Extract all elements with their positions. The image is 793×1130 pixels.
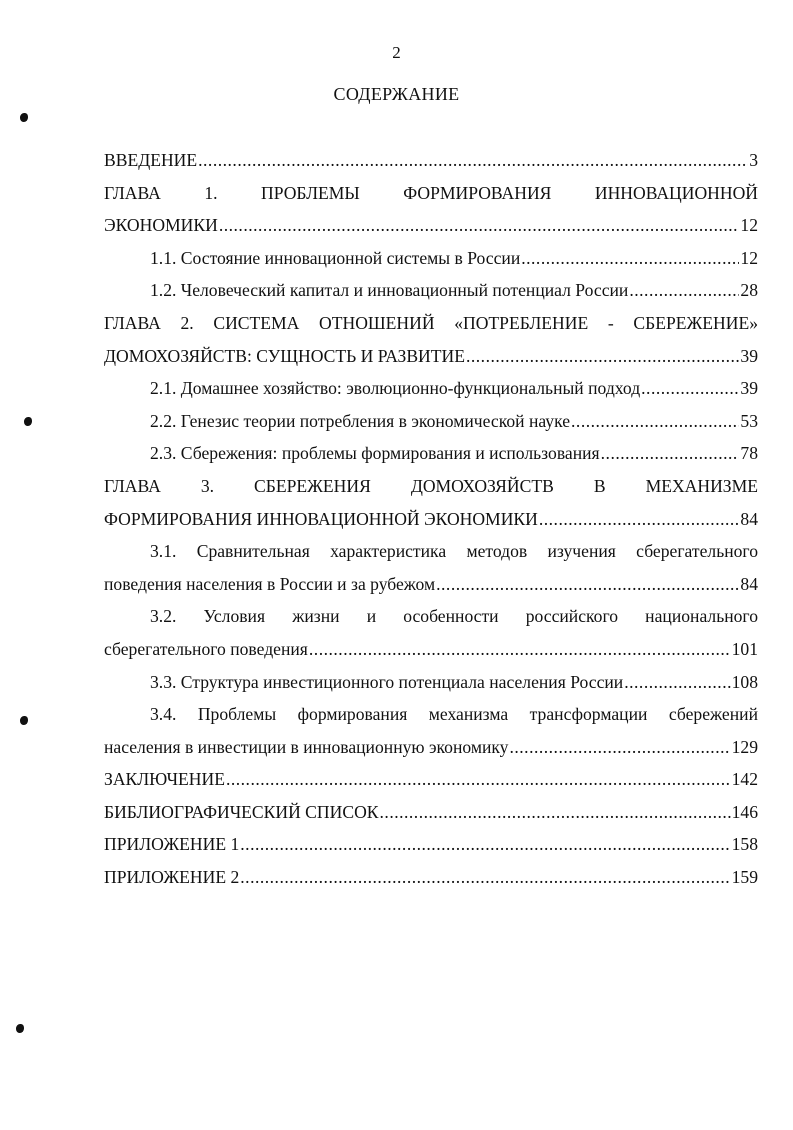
- dot-leader: [509, 731, 730, 764]
- binding-hole-mark: [24, 417, 32, 426]
- toc-entry-section-1-1[interactable]: [104, 242, 758, 275]
- dot-leader: [624, 666, 730, 699]
- toc-entry-label-continued: ДОМОХОЗЯЙСТВ: СУЩНОСТЬ И РАЗВИТИЕ: [104, 345, 465, 366]
- toc-entry-label: 3.1. Сравнительная характеристика методов изучения сберегательного: [150, 541, 758, 562]
- dot-leader: [240, 828, 730, 861]
- toc-entry-appendix-1[interactable]: [104, 828, 758, 861]
- binding-hole-mark: [20, 113, 28, 122]
- toc-entry-page: 28: [740, 280, 758, 301]
- dot-leader: [309, 633, 731, 666]
- toc-entry-label-continued: ЭКОНОМИКИ: [104, 215, 218, 236]
- toc-entry-page: 12: [740, 247, 758, 268]
- toc-entry-label: ГЛАВА 3. СБЕРЕЖЕНИЯ ДОМОХОЗЯЙСТВ В МЕХАНИЗМЕ: [104, 475, 758, 496]
- dot-leader: [466, 340, 739, 373]
- toc-entry-page: 78: [740, 443, 758, 464]
- binding-hole-mark: [16, 1024, 24, 1033]
- dot-leader: [219, 209, 740, 242]
- toc-entry-label: ПРИЛОЖЕНИЕ 2: [104, 867, 240, 888]
- toc-entry-bibliography[interactable]: [104, 796, 758, 829]
- dot-leader: [226, 763, 731, 796]
- toc-entry-label: 3.3. Структура инвестиционного потенциала населения России: [150, 671, 624, 692]
- toc-entry-label-continued: сберегательного поведения: [104, 638, 308, 659]
- toc-entry-page: 108: [731, 671, 758, 692]
- toc-entry-section-2-2[interactable]: [104, 405, 758, 438]
- toc-entry-conclusion[interactable]: [104, 763, 758, 796]
- toc-entry-label-continued: поведения населения в России и за рубежом: [104, 573, 436, 594]
- table-of-contents: [104, 144, 758, 894]
- toc-entry-label: 3.4. Проблемы формирования механизма трансформации сбережений: [150, 704, 758, 725]
- dot-leader: [380, 796, 731, 829]
- toc-entry-page: 84: [740, 508, 758, 529]
- toc-entry-page: 129: [731, 736, 758, 757]
- toc-entry-label: ПРИЛОЖЕНИЕ 1: [104, 834, 240, 855]
- dot-leader: [436, 568, 739, 601]
- toc-entry-page: 142: [731, 769, 758, 790]
- toc-entry-label: ВВЕДЕНИЕ: [104, 150, 198, 170]
- dot-leader: [521, 242, 739, 275]
- toc-entry-label: 2.2. Генезис теории потребления в экономической науке: [150, 410, 571, 431]
- toc-entry-page: 158: [731, 834, 758, 855]
- toc-entry-chapter-1[interactable]: [104, 177, 758, 242]
- toc-entry-section-3-1[interactable]: [104, 535, 758, 600]
- dot-leader: [601, 437, 740, 470]
- toc-entry-page: 146: [731, 801, 758, 822]
- dot-leader: [641, 372, 739, 405]
- page-number: 2: [392, 43, 401, 62]
- toc-entry-section-3-3[interactable]: [104, 666, 758, 699]
- toc-entry-section-3-4[interactable]: [104, 698, 758, 763]
- toc-entry-label: 1.1. Состояние инновационной системы в России: [150, 247, 521, 268]
- toc-entry-label: 2.3. Сбережения: проблемы формирования и использования: [150, 443, 600, 464]
- toc-entry-page: 159: [731, 867, 758, 888]
- toc-entry-section-2-1[interactable]: [104, 372, 758, 405]
- toc-entry-label: 2.1. Домашнее хозяйство: эволюционно-функциональный подход: [150, 378, 641, 399]
- toc-entry-label: 1.2. Человеческий капитал и инновационный потенциал России: [150, 280, 629, 301]
- dot-leader: [571, 405, 739, 438]
- toc-entry-label-continued: населения в инвестиции в инновационную экономику: [104, 736, 509, 757]
- toc-entry-chapter-3[interactable]: [104, 470, 758, 535]
- toc-entry-page: 3: [749, 150, 758, 170]
- toc-entry-label-continued: ФОРМИРОВАНИЯ ИННОВАЦИОННОЙ ЭКОНОМИКИ: [104, 508, 538, 529]
- toc-entry-label: ГЛАВА 1. ПРОБЛЕМЫ ФОРМИРОВАНИЯ ИННОВАЦИОННОЙ: [104, 182, 758, 203]
- toc-entry-page: 101: [731, 638, 758, 659]
- dot-leader: [198, 144, 748, 177]
- dot-leader: [629, 274, 739, 307]
- page-title: СОДЕРЖАНИЕ: [333, 84, 460, 104]
- dot-leader: [539, 503, 740, 536]
- toc-entry-page: 84: [740, 573, 758, 594]
- toc-entry-introduction[interactable]: [104, 144, 758, 177]
- toc-entry-page: 39: [740, 378, 758, 399]
- toc-entry-section-1-2[interactable]: [104, 274, 758, 307]
- toc-entry-page: 53: [740, 410, 758, 431]
- toc-entry-label: 3.2. Условия жизни и особенности российского национального: [150, 606, 758, 627]
- toc-entry-page: 39: [740, 345, 758, 366]
- dot-leader: [240, 861, 730, 894]
- toc-entry-section-3-2[interactable]: [104, 600, 758, 665]
- toc-entry-section-2-3[interactable]: [104, 437, 758, 470]
- toc-entry-label: ЗАКЛЮЧЕНИЕ: [104, 769, 225, 790]
- toc-entry-appendix-2[interactable]: [104, 861, 758, 894]
- toc-entry-page: 12: [740, 215, 758, 236]
- toc-entry-label: ГЛАВА 2. СИСТЕМА ОТНОШЕНИЙ «ПОТРЕБЛЕНИЕ - СБЕРЕЖЕНИЕ»: [104, 312, 758, 333]
- toc-entry-chapter-2[interactable]: [104, 307, 758, 372]
- toc-entry-label: БИБЛИОГРАФИЧЕСКИЙ СПИСОК: [104, 801, 379, 822]
- binding-hole-mark: [20, 716, 28, 725]
